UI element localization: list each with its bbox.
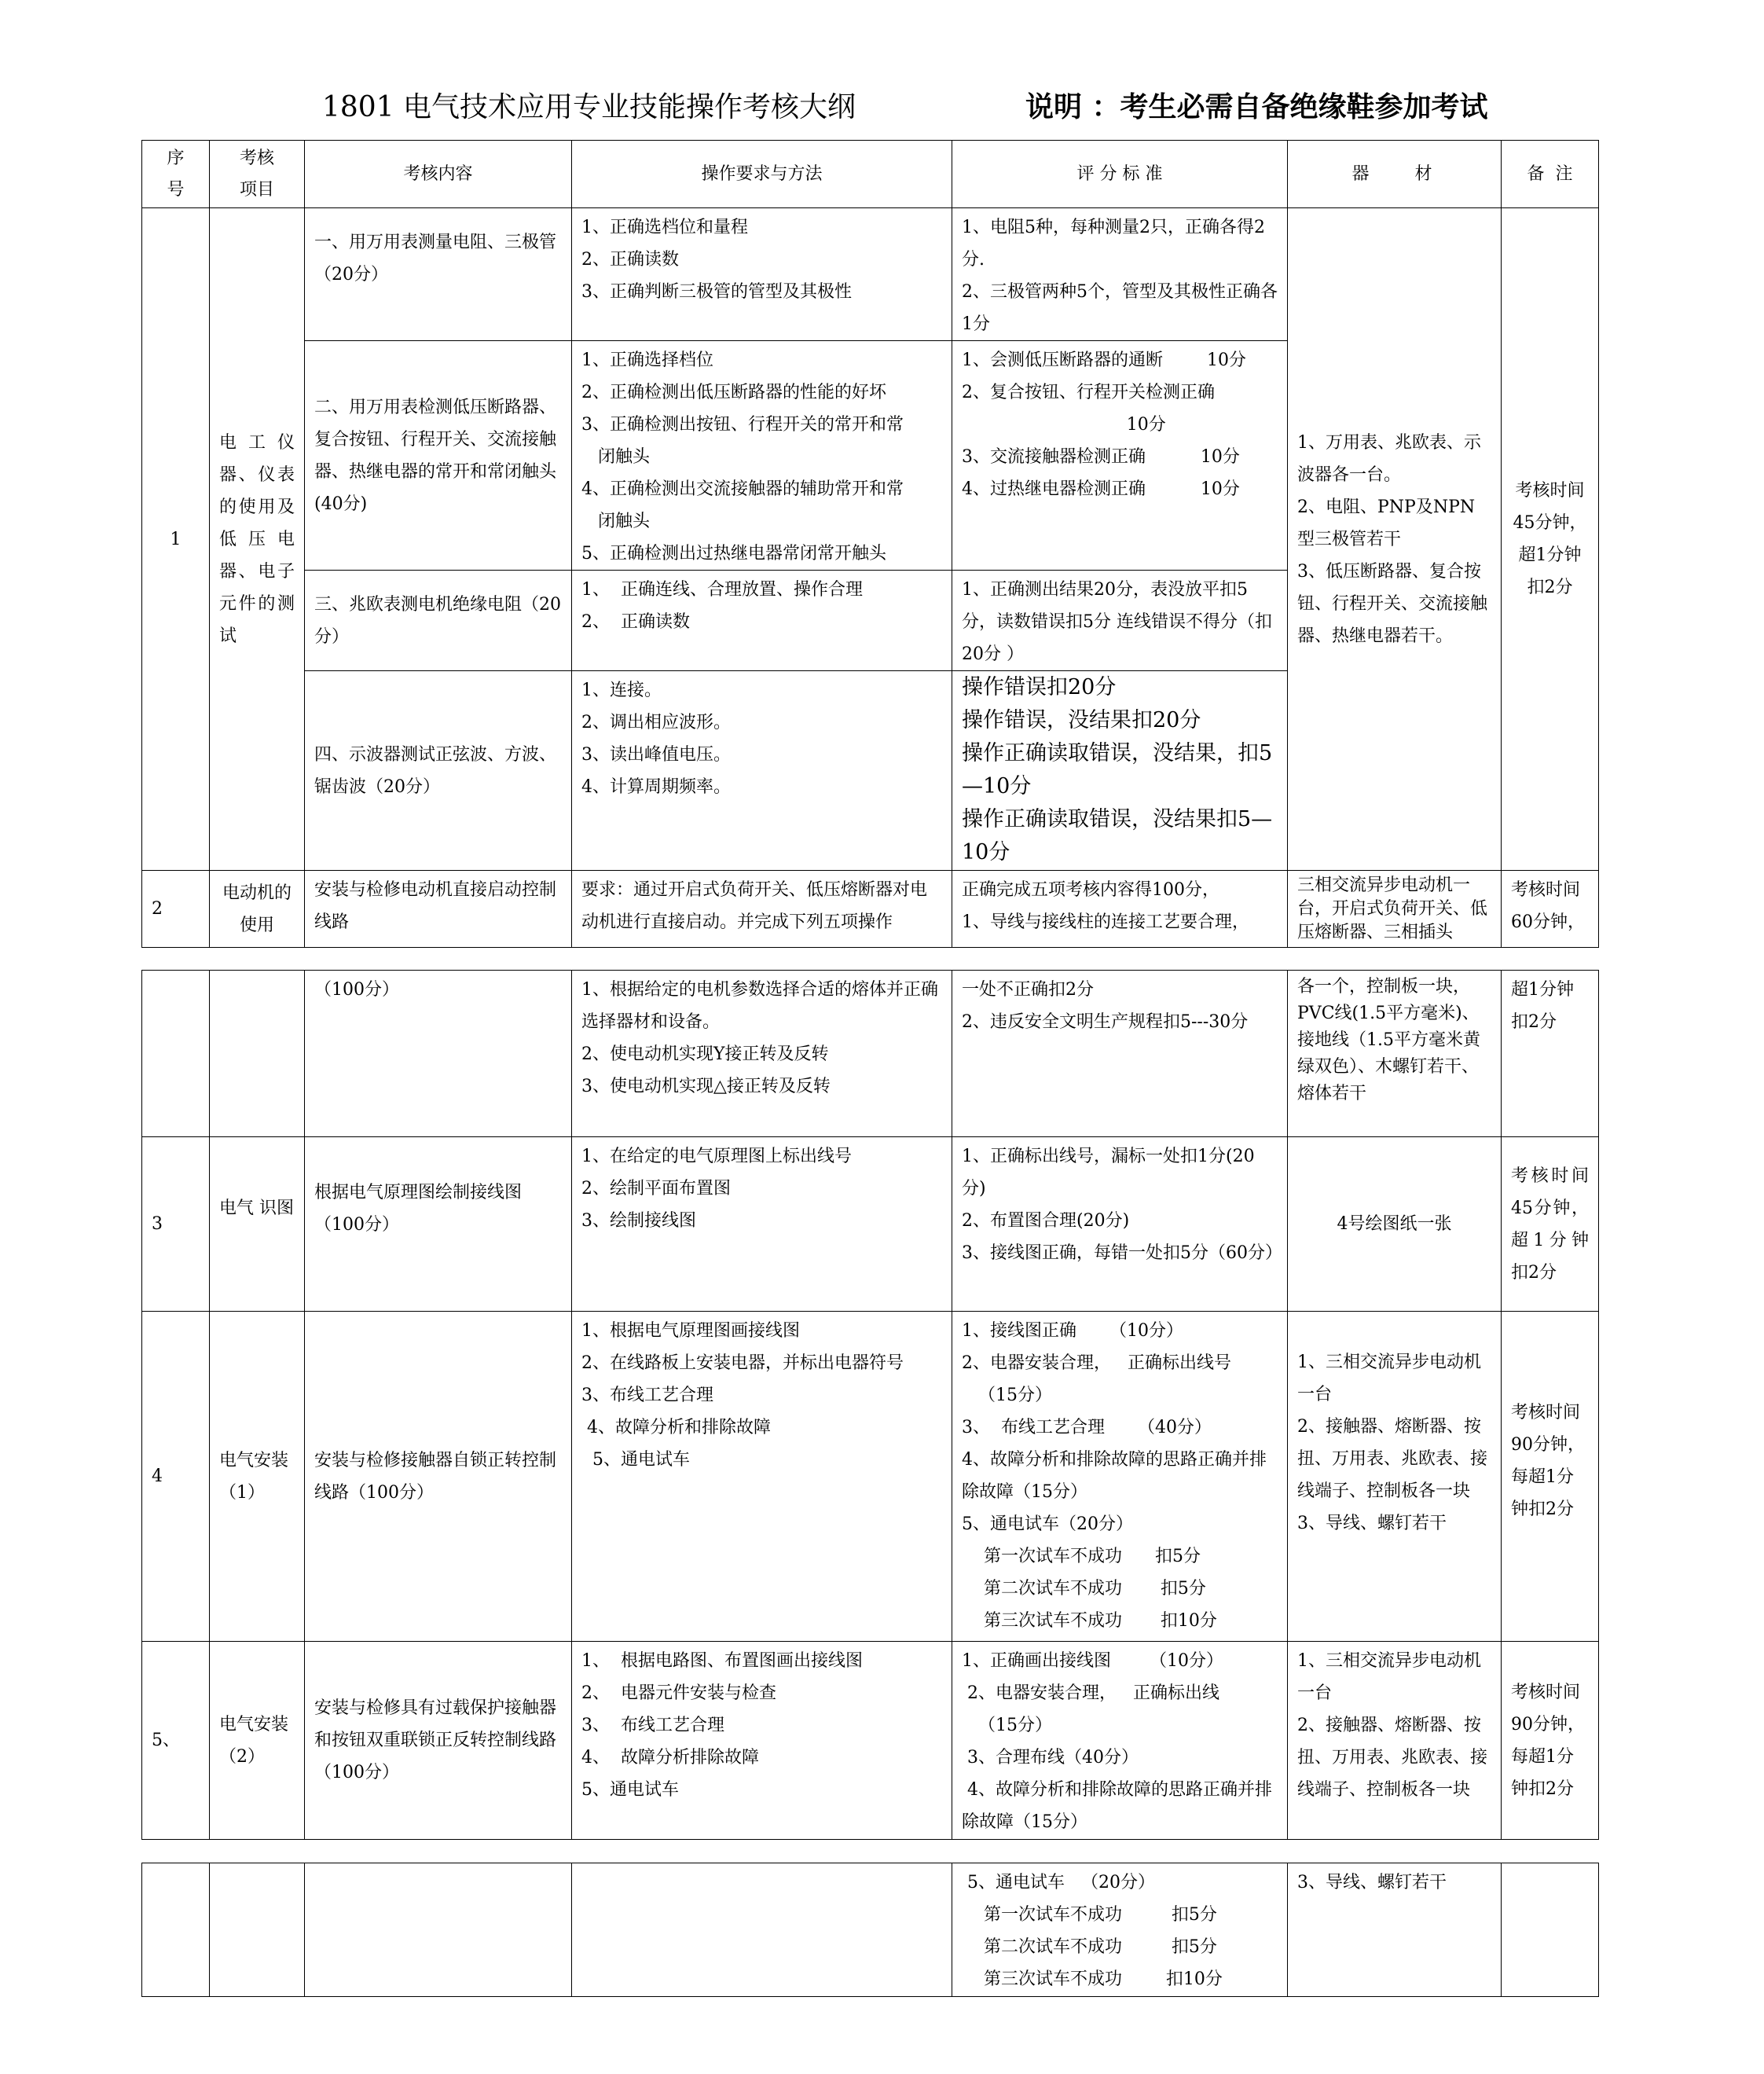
cell-equipment: 4号绘图纸一张 [1288, 1137, 1502, 1312]
cell-item: 电动机的使用 [210, 871, 305, 948]
cell-content: 一、用万用表测量电阻、三极管（20分） [305, 208, 572, 341]
cell-content: （100分） [305, 971, 572, 1137]
cell-item [210, 971, 305, 1137]
table-row [142, 208, 1599, 341]
cell-item: 电工仪器、仪表的使用及低压电器、电子元件的测试 [210, 208, 305, 871]
cell-equipment: 各一个，控制板一块，PVC线(1.5平方毫米)、接地线（1.5平方毫米黄绿双色）、木螺钉若干、熔体若干 [1288, 971, 1502, 1137]
cell-content: 安装与检修具有过载保护接触器和按钮双重联锁正反转控制线路（100分） [305, 1642, 572, 1840]
cell-remark: 考核时间90分钟，每超1分钟扣2分 [1502, 1642, 1599, 1840]
cell-standard: 操作错误扣20分 操作错误，没结果扣20分 操作正确读取错误，没结果，扣5—10分 操作正确读取错误，没结果扣5—10分 [952, 671, 1288, 871]
table-row [142, 1642, 1599, 1840]
syllabus-table-part-2 [141, 970, 1599, 1840]
table-row [142, 871, 1599, 948]
table-header-row [142, 141, 1599, 208]
cell-content: 四、示波器测试正弦波、方波、锯齿波（20分） [305, 671, 572, 871]
cell-content: 二、用万用表检测低压断路器、复合按钮、行程开关、交流接触器、热继电器的常开和常闭触头(40分) [305, 341, 572, 571]
cell-content: 安装与检修接触器自锁正转控制线路（100分） [305, 1312, 572, 1642]
cell-method: 1、 正确连线、合理放置、操作合理 2、 正确读数 [572, 571, 952, 671]
cell-seq [142, 971, 210, 1137]
cell-method: 1、正确选档位和量程 2、正确读数 3、正确判断三极管的管型及其极性 [572, 208, 952, 341]
cell-item: 电气安装（2） [210, 1642, 305, 1840]
cell-method: 1、在给定的电气原理图上标出线号 2、绘制平面布置图 3、绘制接线图 [572, 1137, 952, 1312]
cell-seq: 5、 [142, 1642, 210, 1840]
cell-standard: 1、正确画出接线图 （10分） 2、电器安装合理， 正确标出线 （15分） 3、合理布线（40分） 4、故障分析和排除故障的思路正确并排除故障（15分） [952, 1642, 1288, 1840]
cell-method: 1、根据电气原理图画接线图 2、在线路板上安装电器，并标出电器符号 3、布线工艺合理 4、故障分析和排除故障 5、通电试车 [572, 1312, 952, 1642]
cell-standard: 一处不正确扣2分 2、违反安全文明生产规程扣5---30分 [952, 971, 1288, 1137]
cell-item: 电气安装（1） [210, 1312, 305, 1642]
cell-content: 三、兆欧表测电机绝缘电阻（20分） [305, 571, 572, 671]
cell-remark: 超1分钟扣2分 [1502, 971, 1599, 1137]
cell-standard: 1、会测低压断路器的通断 10分 2、复合按钮、行程开关检测正确 10分 3、交流接触器检测正确 10分 4、过热继电器检测正确 10分 [952, 341, 1288, 571]
cell-standard: 1、电阻5种，每种测量2只，正确各得2分. 2、三极管两种5个，管型及其极性正确各1分 [952, 208, 1288, 341]
cell-remark [1502, 1863, 1599, 1997]
cell-equipment: 1、三相交流异步电动机一台 2、接触器、熔断器、按扭、万用表、兆欧表、接线端子、控制板各一块 [1288, 1642, 1502, 1840]
cell-standard: 1、接线图正确 （10分） 2、电器安装合理， 正确标出线号 （15分） 3、 布线工艺合理 （40分） 4、故障分析和排除故障的思路正确并排除故障（15分） 5、通电试车（20分） 第一次试车不成功 扣5分 第二次试车不成功 扣5分 第三次试车不成功 扣10分 [952, 1312, 1288, 1642]
cell-item [210, 1863, 305, 1997]
cell-method: 1、 根据电路图、布置图画出接线图 2、 电器元件安装与检查 3、 布线工艺合理 4、 故障分析排除故障 5、通电试车 [572, 1642, 952, 1840]
cell-equipment: 三相交流异步电动机一台，开启式负荷开关、低压熔断器、三相插头 [1288, 871, 1502, 948]
cell-method: 1、连接。 2、调出相应波形。 3、读出峰值电压。 4、计算周期频率。 [572, 671, 952, 871]
cell-method: 1、正确选择档位 2、正确检测出低压断路器的性能的好坏 3、正确检测出按钮、行程开关的常开和常 闭触头 4、正确检测出交流接触器的辅助常开和常 闭触头 5、正确检测出过热继电器常闭常开触头 [572, 341, 952, 571]
cell-standard: 5、通电试车 （20分） 第一次试车不成功 扣5分 第二次试车不成功 扣5分 第三次试车不成功 扣10分 [952, 1863, 1288, 1997]
table-row [142, 1312, 1599, 1642]
cell-remark: 考核时间45分钟，超1分钟扣2分 [1502, 208, 1599, 871]
exam-note: 说明 ：考生必需自备绝缘鞋参加考试 [1025, 90, 1488, 123]
cell-content [305, 1863, 572, 1997]
cell-seq: 4 [142, 1312, 210, 1642]
syllabus-table-part-1 [141, 140, 1599, 948]
cell-method: 1、根据给定的电机参数选择合适的熔体并正确选择器材和设备。 2、使电动机实现Y接正转及反转 3、使电动机实现△接正转及反转 [572, 971, 952, 1137]
cell-standard: 正确完成五项考核内容得100分， 1、导线与接线柱的连接工艺要合理， [952, 871, 1288, 948]
cell-standard: 1、正确测出结果20分，表没放平扣5分，读数错误扣5分 连线错误不得分（扣20分 ） [952, 571, 1288, 671]
table-row [142, 1863, 1599, 1997]
cell-seq: 2 [142, 871, 210, 948]
cell-equipment: 1、万用表、兆欧表、示波器各一台。 2、电阻、PNP及NPN型三极管若干 3、低压断路器、复合按钮、行程开关、交流接触器、热继电器若干。 [1288, 208, 1502, 871]
cell-method: 要求：通过开启式负荷开关、低压熔断器对电动机进行直接启动。并完成下列五项操作 [572, 871, 952, 948]
cell-method [572, 1863, 952, 1997]
header-content: 考核内容 [305, 141, 572, 208]
page-title: 1801 电气技术应用专业技能操作考核大纲 [322, 91, 856, 123]
cell-equipment: 1、三相交流异步电动机一台 2、接触器、熔断器、按扭、万用表、兆欧表、接线端子、控制板各一块 3、导线、螺钉若干 [1288, 1312, 1502, 1642]
syllabus-table-part-3 [141, 1863, 1599, 1997]
cell-remark: 考核时间45分钟，超1分钟扣2分 [1502, 1137, 1599, 1312]
cell-remark: 考核时间90分钟，每超1分钟扣2分 [1502, 1312, 1599, 1642]
cell-seq: 1 [142, 208, 210, 871]
cell-standard: 1、正确标出线号，漏标一处扣1分(20分) 2、布置图合理(20分) 3、接线图正确，每错一处扣5分（60分） [952, 1137, 1288, 1312]
header-seq: 序 号 [142, 141, 210, 208]
header-item: 考核 项目 [210, 141, 305, 208]
cell-remark: 考核时间60分钟， [1502, 871, 1599, 948]
header-method: 操作要求与方法 [572, 141, 952, 208]
cell-content: 安装与检修电动机直接启动控制线路 [305, 871, 572, 948]
table-row [142, 971, 1599, 1137]
header-standard: 评 分 标 准 [952, 141, 1288, 208]
header-equipment: 器 材 [1288, 141, 1502, 208]
header-remark: 备 注 [1502, 141, 1599, 208]
table-row [142, 1137, 1599, 1312]
cell-seq: 3 [142, 1137, 210, 1312]
cell-content: 根据电气原理图绘制接线图（100分） [305, 1137, 572, 1312]
cell-seq [142, 1863, 210, 1997]
cell-equipment: 3、导线、螺钉若干 [1288, 1863, 1502, 1997]
cell-item: 电气 识图 [210, 1137, 305, 1312]
